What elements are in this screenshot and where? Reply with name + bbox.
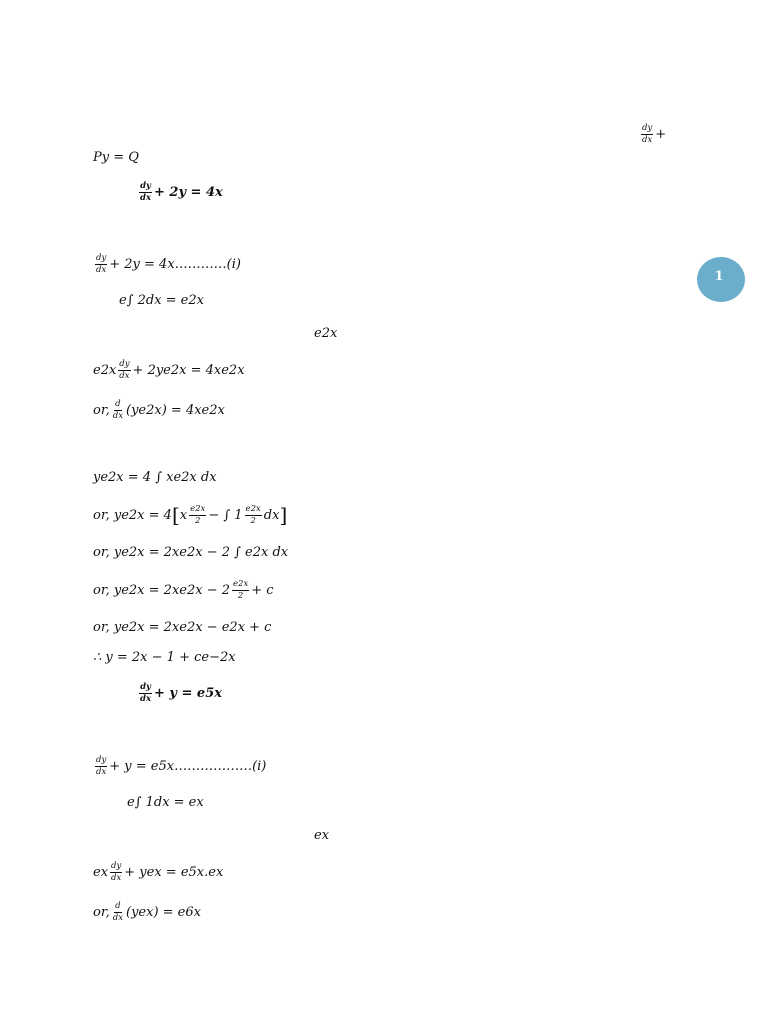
integral-step-1: ye2x = 4 ∫ xe2x dx	[93, 470, 217, 485]
derivative-form-2: or, $\frac{d}{dx}$ (yex) = e6x	[93, 901, 201, 923]
integral-step-3: or, ye2x = 2xe2x − 2 $\frac{e2x}{2}$ + c	[93, 579, 274, 601]
fraction: $\frac{dy}{dx}$	[642, 123, 653, 145]
integrating-factor-1: e∫ 2dx = e2x	[119, 293, 204, 308]
multiplier-1: e2x	[314, 326, 338, 341]
equation-general-form: Py = Q	[93, 150, 139, 165]
equation-1-labelled: $\frac{dy}{dx}$ + 2y = 4x…………(i)	[96, 253, 241, 275]
page-number: 1	[714, 269, 724, 284]
fraction: $\frac{dy}{dx}$	[140, 181, 152, 203]
fraction: $\frac{dy}{dx}$	[111, 861, 122, 883]
equation-2-labelled: $\frac{dy}{dx}$ + y = e5x………………(i)	[96, 755, 267, 777]
page-number-badge	[697, 257, 745, 302]
fraction: $\frac{dy}{dx}$	[140, 682, 152, 704]
problem-1-statement: $\frac{dy}{dx}$ + 2y = 4x	[140, 181, 223, 203]
fraction: $\frac{d}{dx}$	[112, 901, 123, 923]
integral-step-2: or, ye2x = 2xe2x − 2 ∫ e2x dx	[93, 545, 289, 560]
fraction: $\frac{e2x}{2}$	[190, 504, 206, 526]
integral-step-4: or, ye2x = 2xe2x − e2x + c	[93, 620, 272, 635]
fraction: $\frac{dy}{dx}$	[119, 359, 130, 381]
fraction: $\frac{dy}{dx}$	[96, 253, 107, 275]
multiplier-2: ex	[314, 828, 330, 843]
fraction: $\frac{dy}{dx}$	[96, 755, 107, 777]
multiplied-equation-1: e2x $\frac{dy}{dx}$ + 2ye2x = 4xe2x	[93, 359, 245, 381]
solution-1: ∴ y = 2x − 1 + ce−2x	[93, 650, 236, 665]
fraction: $\frac{e2x}{2}$	[245, 504, 261, 526]
integrating-factor-2: e∫ 1dx = ex	[127, 795, 204, 810]
header-fraction-fragment: $\frac{dy}{dx}$ +	[642, 123, 667, 145]
fraction: $\frac{d}{dx}$	[112, 399, 123, 421]
problem-2-statement: $\frac{dy}{dx}$ + y = e5x	[140, 682, 222, 704]
fraction: $\frac{e2x}{2}$	[233, 579, 249, 601]
left-bracket: [	[171, 503, 180, 528]
right-bracket: ]	[279, 503, 288, 528]
integration-by-parts: or, ye2x = 4 [ x $\frac{e2x}{2}$ − ∫ 1 $\frac{e2x}{2}$ dx ]	[93, 503, 288, 528]
multiplied-equation-2: ex $\frac{dy}{dx}$ + yex = e5x.ex	[93, 861, 224, 883]
derivative-form-1: or, $\frac{d}{dx}$ (ye2x) = 4xe2x	[93, 399, 225, 421]
